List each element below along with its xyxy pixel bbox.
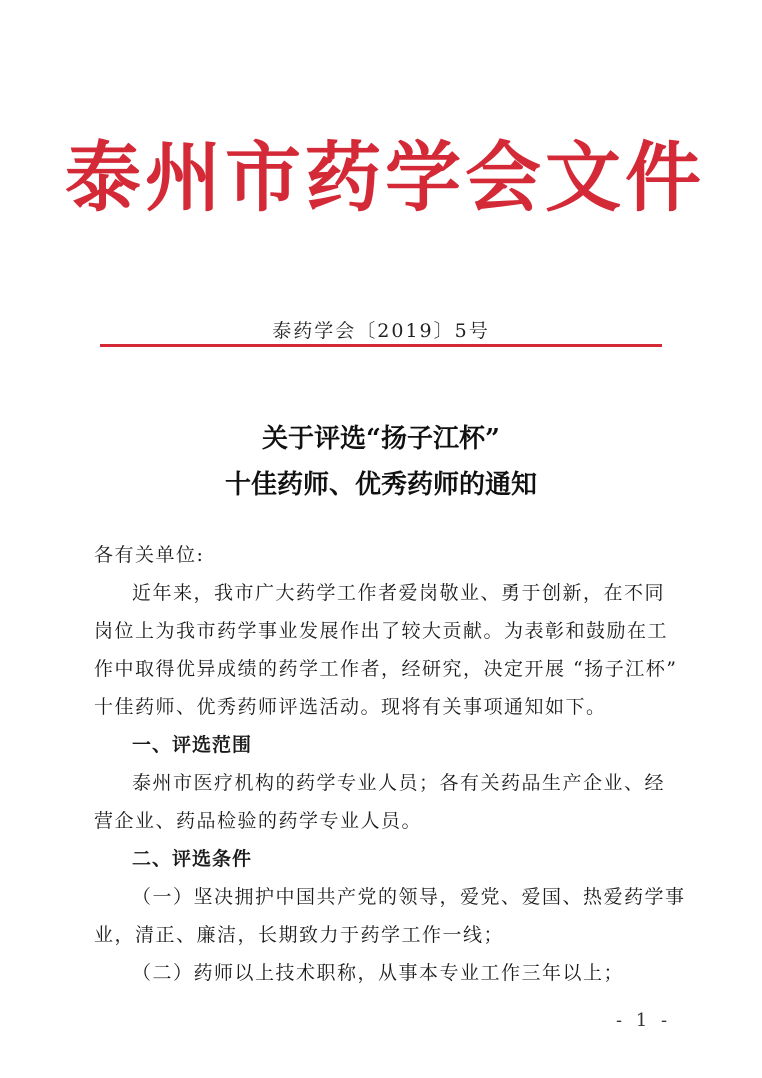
- page-number: - 1 -: [616, 1010, 672, 1031]
- notice-title-line-2: 十佳药师、优秀药师的通知: [224, 470, 537, 500]
- intro-line-4: 十佳药师、优秀药师评选活动。现将有关事项通知如下。: [94, 696, 607, 718]
- intro-line-1: 近年来，我市广大药学工作者爱岗敬业、勇于创新，在不同: [132, 582, 666, 604]
- section-2-heading: 二、评选条件: [132, 848, 253, 870]
- red-divider-line: [100, 344, 662, 347]
- document-number: 泰药学会〔2019〕5号: [272, 320, 490, 342]
- section-1-line-2: 营企业、药品检验的药学专业人员。: [94, 810, 423, 832]
- section-1-heading: 一、评选范围: [132, 734, 253, 756]
- section-2-line-3: （二）药师以上技术职称，从事本专业工作三年以上；: [132, 962, 625, 984]
- intro-line-3: 作中取得优异成绩的药学工作者，经研究，决定开展 “扬子江杯”: [94, 658, 678, 680]
- intro-line-2: 岗位上为我市药学事业发展作出了较大贡献。为表彰和鼓励在工: [94, 620, 669, 642]
- salutation: 各有关单位:: [94, 544, 205, 566]
- document-header-title: 泰州市药学会文件: [65, 133, 705, 222]
- section-2-line-2: 业，清正、廉洁，长期致力于药学工作一线；: [94, 924, 505, 946]
- section-2-line-1: （一）坚决拥护中国共产党的领导，爱党、爱国、热爱药学事: [132, 886, 686, 908]
- section-1-line-1: 泰州市医疗机构的药学专业人员；各有关药品生产企业、经: [132, 772, 666, 794]
- notice-title-line-1: 关于评选“扬子江杯”: [262, 424, 500, 454]
